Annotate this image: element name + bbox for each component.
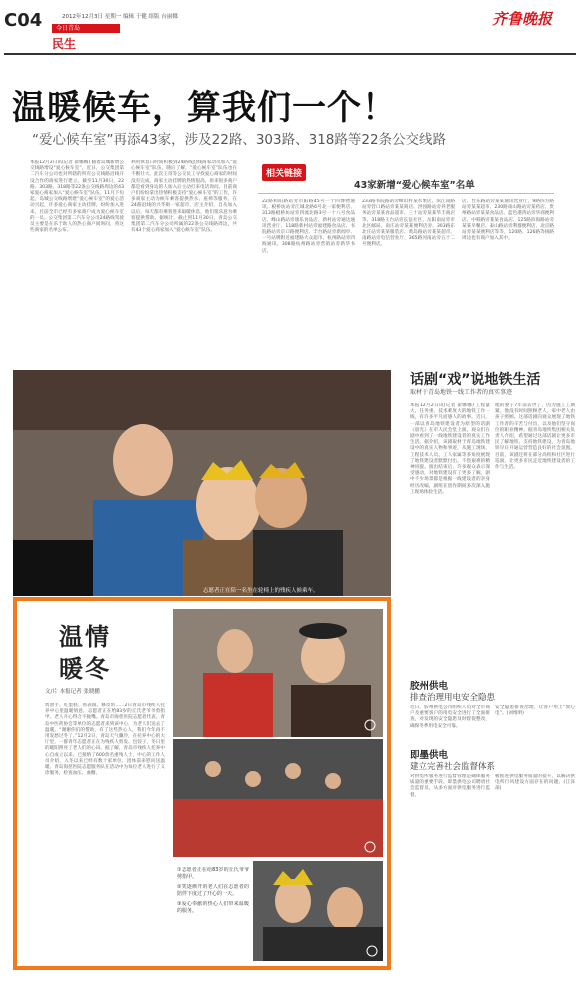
drama-col1: 本报12月2日讯(记者 翟娜娜) 工程量大、任务重、技术难度大的地铁工作一线，有许多平凡而感人的故事。近日，一部以青岛地铁建设者为原型的话剧《晨光》在市人民会堂上演，观众们在剧中看到了一线地铁建设者的真实工作生活。据介绍，该剧取材于青岛地铁建设中的真实人物和事迹，从施工现场、工程技术人员、工人家属等多角度展现了地铁建设者默默付出、不畏艰难的精神风貌。演出结束后，许多观众表示深受感动，对地铁建设有了更多了解。剧中不少场景都是根据一线建设者的亲身经历改编，剧组在创作期间多次深入施工现场体验生活。 (410, 403, 490, 495)
warm-body: 剪窗手、吃蛋糕、看表演、修皮带……2日青岛市残疾人托养中心里温暖情意，志愿者正在给83岁的丘氏老爷爷剪指甲。老人开心得合不拢嘴。青岛市海慈医院志愿者代表，青岛中医药协会等单位的志愿者来到该中心，为老人们送去了温暖。“谢谢你们的帮助，有了这些热心人，我们今年再不用发愁过冬了。”12月2日，青岛天气骤冷，在托养中心的大厅里，一群青年志愿者正在为残疾人剪发、包饺子，冬日里的暖阳照亮了老人们的心田。据了解，青岛市残疾人托养中心自成立以来，已接纳了600余名重残人士，中心的工作人员介绍，入冬以来已经有数十家单位、团体前来慰问送温暖。青岛海慈医院志愿服务队在活动中为每位老人进行了义诊服务，检查血压、血糖。 (45, 703, 165, 777)
section-top-tag: 今日青岛 (52, 24, 120, 33)
brand-logo: 齐鲁晚报 (492, 10, 553, 28)
related-box (254, 157, 558, 344)
warm-photo-3 (253, 861, 383, 961)
related-label: 相关链接 (262, 164, 306, 181)
related-col1: 22路和阳路站旁市阳路45号一十四博物通讯、板桥坊站旁江城北路6号北一家便利店、313路板桥坊站旁四流北路3号一十八号食品店、峰山路站旁康乐食品店、新村站旁通达通讯营业厅、118路新村站旁福建路食品店、书院路站旁京口路便利店、丰台路站旁新闻亭、一号站牌附近福建路大众超市、杭州路站旁四海通讯、308路杭州路站旁营销站旁新华书店。 (262, 199, 355, 254)
lead-article-col2: 利用休息日时间积极到24路线沿线商家动员加入“爱心候车室”队伍，随后了解，“爱心候车室”队伍也在不断壮大。此次王哥等公交员工寻找爱心商家的时间没有完成，商家主动挂牌的热情很高，原来很多商户都是看到身边的人加入后主动打来电话询问。目前商户们纷纷拿出热情积极支持“爱心候车室”的工作，许多商家主动为候车乘客提供热水、座椅等服务。在24路沿线的兴华街一家超市，店主介绍，自从加入以后，每天都有乘客进来取暖休息，他们很乐意为乘客提供帮助。据统计，截止到11月30日，青岛公交集团第二汽车分公司所属的22条公交线路周边，共有43个爱心商家加入“爱心候车室”队伍。 (131, 160, 237, 234)
header-rule (4, 53, 576, 55)
related-col3: 店、台东路站旁某某通讯营业厅、9路四方路站旁某某超市、230路南山路站旁某药店、贵州路站旁某某食品店、蓝色港湾站旁华商便利店、中韩路旁某某食品店、125路滨海路站旁某某早餐店、泰山路站旁利群便利店、北京路站旁某某便利店等等，120路、126路等线路周边也有商户加入其中。 (462, 199, 554, 242)
warm-photo-1 (173, 609, 383, 737)
warm-feature-box (13, 597, 391, 970)
warm-title-2: 暖冬 (59, 655, 111, 683)
power-title: 即墨供电 (410, 750, 449, 761)
gas-body-right: 安全隐患排查治理，让客户用上“放心电”。(刘维明) (495, 705, 575, 717)
drama-col2: 他的妻子7年前去世了，因为施工工期紧，他没有时间照顾老人，家中老人由孩子照顾。这部话剧向观众展现了地铁工作者的辛苦与付出，以及他们坚守岗位的职业精神。据青岛地铁集团相关负责人介绍，希望通过这部话剧让更多市民了解地铁、支持地铁建设，为青岛地铁早日开通运营营造良好的社会氛围。目前，该剧还将在部分高校和社区进行巡演，让更多市民走近地铁建设者的工作与生活。 (495, 403, 575, 471)
warm-photo-2 (173, 739, 383, 857)
section-tag: 民生 (52, 37, 77, 51)
power-subtitle: 建立完善社会监督体系 (410, 762, 496, 772)
main-photo (13, 370, 391, 596)
page-code: C04 (4, 10, 43, 31)
main-photo-art (13, 370, 391, 596)
caption-1: ①志愿者正在给83岁的丘氏爷爷剪指甲。 (177, 867, 249, 880)
warm-photo-1-art (173, 609, 383, 737)
power-body: 对供电所服务进行监督管理是确保服务质量的重要手段。即墨供电公司聘请社会监督员，从多方面对供电服务进行监督。 (410, 774, 490, 798)
related-rule (258, 193, 554, 194)
main-photo-caption: 志愿者正在陪一名坐在轮椅上的残疾人候乘车。 (203, 588, 319, 594)
caption-3: ③爱心奉献的热心人们带来温暖的服务。 (177, 901, 249, 914)
drama-subtitle: 取材于青岛地铁一线工作者的真实事迹 (410, 389, 513, 396)
gas-body: 近日，胶州供电公司组织人员对全市商户及重要客户的用电安全进行了全面排查，对发现的安全隐患及时督促整改，确保冬季用电安全可靠。 (410, 705, 490, 729)
date-line: 2012年12月3日 星期一 编辑 于健 组版 台丽娜 (62, 14, 178, 20)
headline: 温暖候车，算我们一个！ (12, 88, 397, 128)
warm-captions (177, 867, 249, 963)
gas-subtitle: 排查治理用电安全隐患 (410, 693, 496, 703)
lead-article-col1: 本报12月2日讯(记者 翟娜娜) 随着岛城新增公交线路增设“爱心候车室”，近日，公交集团第二汽车分公司也对所辖的所有公交线路沿线开设合作的商家进行建立。截至11月30日，22路、303路、318路等22条公交线路周边的43家爱心商家加入“爱心候车室”队伍。11月下旬起，岛城公交线路增建“爱心候车室”的爱心活动兴起，许多爱心商家主动挂牌，纷纷加入进来，目前全市已经有多家商户成为爱心候车室的一员。公交集团第二汽车分公司24路线驾驶员主要是在乐于助人的热心商户间询问，将这些商家的名单公布。 (30, 160, 124, 234)
related-col2: 233路书院路站旁峰山村某水果店、滨江南路站旁营口路站旁某某商店、洪园路站旁养老服务站旁某某食品超市、三十站旁某某华丰商店等、318路王台站旁长征社区、岳阳南站旁市北区邮局、南庄站旁某某便利店旁、303路东北庄站旁某某服装店、黄岛路站旁某某超市、南路站旁电信营业厅、365路河南站旁五十二号便利店。 (362, 199, 455, 248)
related-title: 43家新增“爱心候车室”名单 (354, 180, 475, 191)
warm-photo-3-art (253, 861, 383, 961)
power-body-right: 极推进供电服务质量的提升，以解决供电所行风建设方面存在的问题。(江泽菡) (495, 774, 575, 792)
subheadline: “爱心候车室”再添43家，涉及22路、303路、318路等22条公交线路 (32, 132, 447, 148)
caption-2: ②笑逐颜开的老人们在志愿者的陪伴下度过了开心的一天。 (177, 884, 249, 897)
warm-byline: 文/片 本报记者 张晓鹏 (45, 689, 100, 695)
warm-photo-2-art (173, 739, 383, 857)
drama-title: 话剧“戏”说地铁生活 (410, 372, 541, 388)
gas-title: 胶州供电 (410, 681, 449, 692)
warm-title-1: 温情 (59, 623, 111, 651)
